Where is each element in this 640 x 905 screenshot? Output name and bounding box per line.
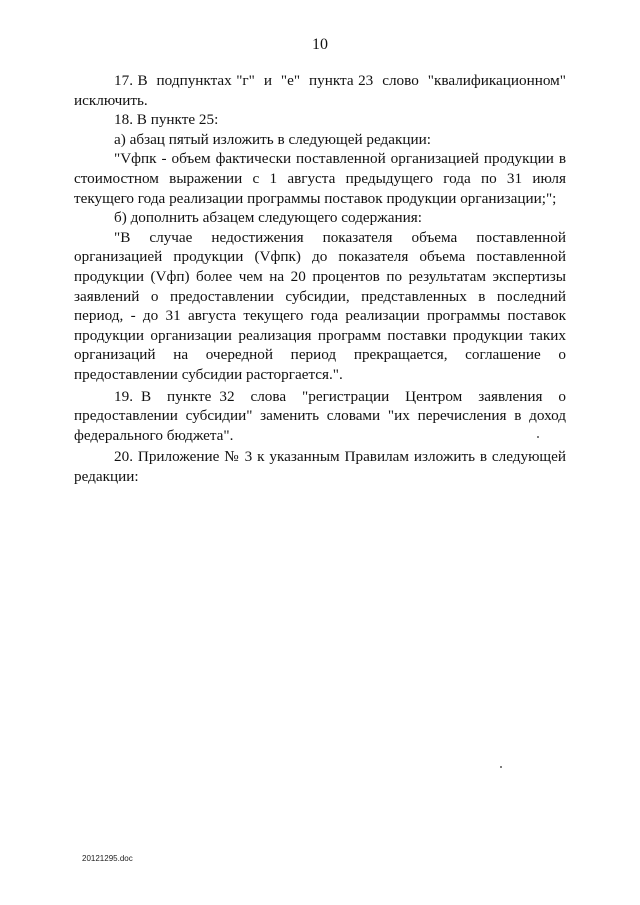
scan-speck — [537, 436, 539, 438]
paragraph-item-18: 18. В пункте 25: — [114, 111, 219, 129]
paragraph-item-17: 17. В подпунктах "г" и "е" пункта 23 слово "квалификационном" исключить. — [74, 72, 570, 109]
paragraph-item-20: 20. Приложение № 3 к указанным Правилам изложить в следующей редакции: — [74, 448, 570, 485]
footer-filename: 20121295.doc — [82, 854, 133, 863]
document-body — [74, 71, 570, 486]
paragraph-quote-vfpk: "Vфпк - объем фактически поставленной организацией продукции в стоимостном выражении с 1 августа предыдущего года по 31 июля текущего года реализации программы поставок продукции организации;"; — [74, 150, 570, 207]
page-number: 10 — [312, 36, 328, 53]
paragraph-subitem-a: а) абзац пятый изложить в следующей редакции: — [114, 130, 431, 148]
paragraph-item-19: 19. В пункте 32 слова "регистрации Центром заявления о предоставлении субсидии" заменить словами "их перечисления в доход федерального бюджета". — [74, 387, 570, 444]
paragraph-subitem-b: б) дополнить абзацем следующего содержания: — [114, 209, 422, 227]
paragraph-quote-new-clause: "В случае недостижения показателя объема поставленной организацией продукции (Vфпк) до показателя объема поставленной продукции (Vфп) более чем на 20 процентов по результатам экспертизы заявлений о предоставлении субсидии, представленных в последний период, - до 31 августа текущего года реализации программы поставок продукции организации реализация программ поставки продукции таких организаций на очередной период прекращается, соглашение о предоставлении субсидии расторгается.". — [74, 228, 570, 383]
scan-speck — [500, 766, 502, 768]
